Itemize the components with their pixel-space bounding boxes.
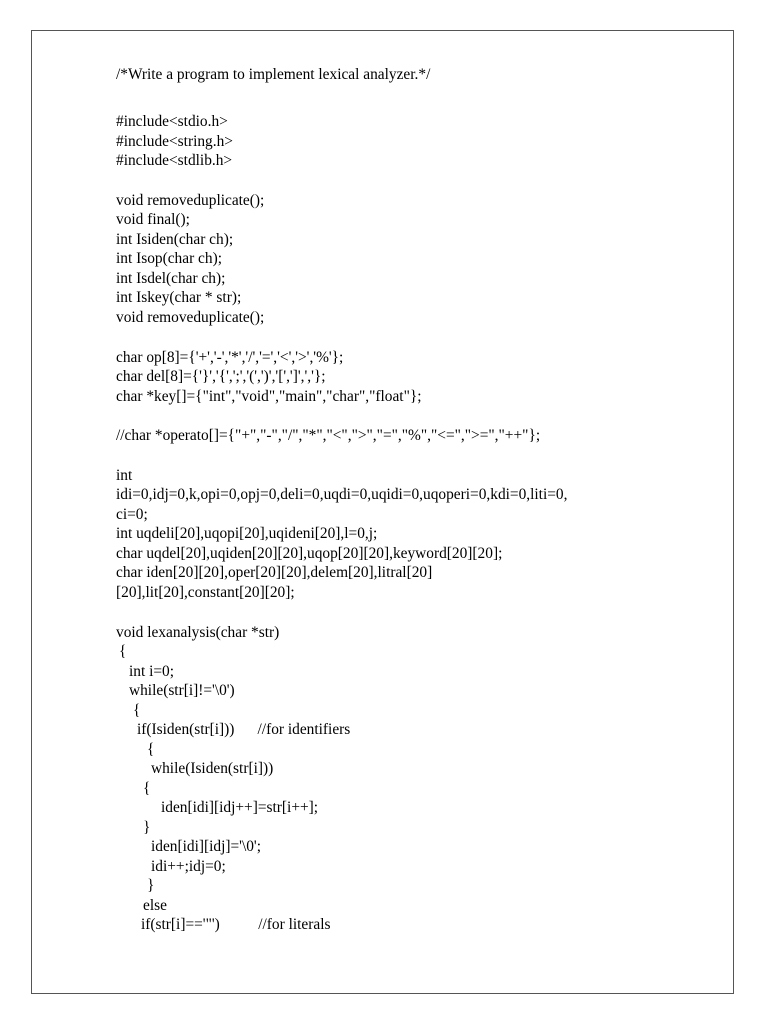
- code-line: while(str[i]!='\0'): [129, 682, 235, 699]
- code-line: while(Isiden(str[i])): [151, 760, 274, 777]
- code-line: void removeduplicate();: [116, 309, 265, 326]
- code-line: char iden[20][20],oper[20][20],delem[20],litral[20]: [116, 564, 433, 581]
- code-line: char op[8]={'+','-','*','/','=','<','>','%'};: [116, 349, 344, 366]
- code-line: int Isdel(char ch);: [116, 270, 226, 287]
- code-line: int i=0;: [129, 663, 175, 680]
- code-line: if(Isiden(str[i])) //for identifiers: [137, 721, 351, 738]
- title-comment: /*Write a program to implement lexical analyzer.*/: [116, 66, 431, 83]
- code-line: if(str[i]=='"') //for literals: [141, 916, 331, 933]
- code-line: {: [143, 780, 151, 797]
- code-line: void removeduplicate();: [116, 192, 265, 209]
- code-line: [20],lit[20],constant[20][20];: [116, 584, 295, 601]
- code-line: #include<string.h>: [116, 133, 233, 150]
- code-line: void lexanalysis(char *str): [116, 624, 280, 641]
- code-line: int uqdeli[20],uqopi[20],uqideni[20],l=0,j;: [116, 525, 378, 542]
- code-line: idi++;idj=0;: [151, 858, 226, 875]
- code-line: idi=0,idj=0,k,opi=0,opj=0,deli=0,uqdi=0,uqidi=0,uqoperi=0,kdi=0,liti=0,: [116, 486, 568, 503]
- code-line: #include<stdlib.h>: [116, 152, 233, 169]
- code-line: char uqdel[20],uqiden[20][20],uqop[20][20],keyword[20][20];: [116, 545, 503, 562]
- code-line: iden[idi][idj]='\0';: [151, 838, 261, 855]
- code-line: char del[8]={'}','{',';','(',')','[',']',','};: [116, 368, 326, 385]
- code-line: iden[idi][idj++]=str[i++];: [161, 799, 319, 816]
- code-line: //char *operato[]={"+","-","/","*","<",">","=","%","<=",">=","++"};: [116, 427, 541, 444]
- code-line: {: [147, 741, 155, 758]
- code-line: char *key[]={"int","void","main","char","float"};: [116, 388, 422, 405]
- code-line: void final();: [116, 211, 190, 228]
- code-line: {: [119, 643, 127, 660]
- code-line: }: [147, 877, 155, 894]
- code-line: else: [143, 897, 167, 914]
- code-line: int Iskey(char * str);: [116, 289, 242, 306]
- code-line: int: [116, 467, 133, 484]
- code-line: int Isop(char ch);: [116, 250, 222, 267]
- code-line: {: [133, 702, 141, 719]
- code-line: #include<stdio.h>: [116, 113, 228, 130]
- code-line: }: [143, 819, 151, 836]
- code-line: ci=0;: [116, 506, 148, 523]
- code-line: int Isiden(char ch);: [116, 231, 234, 248]
